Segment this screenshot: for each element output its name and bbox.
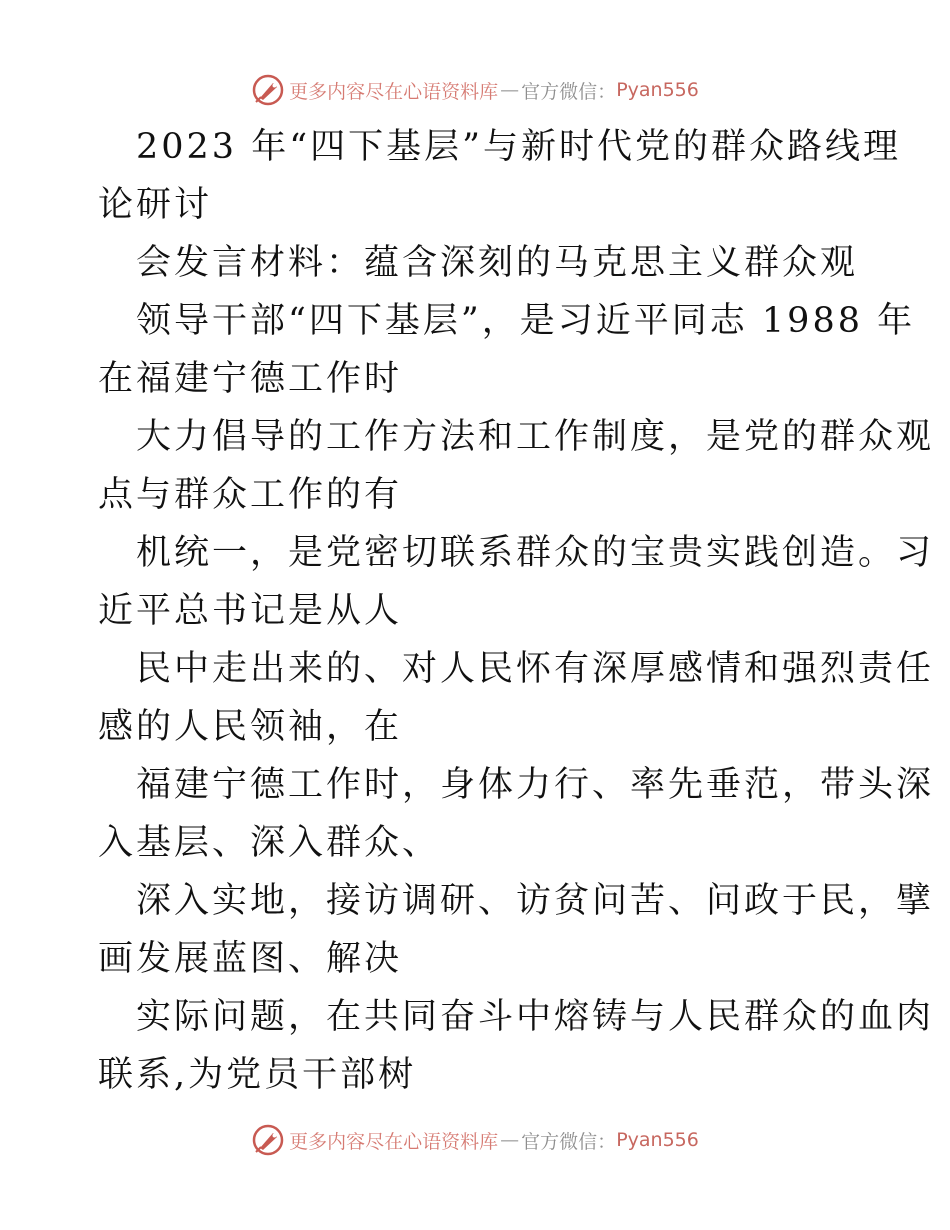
banner-separator: —: [500, 1129, 520, 1151]
document-body: [98, 118, 935, 1104]
paragraph-line: 福建宁德工作时，身体力行、率先垂范，带头深: [136, 765, 935, 805]
paragraph-line: 感的人民领袖，在: [98, 707, 403, 747]
pen-nib-logo-icon: [251, 1123, 285, 1157]
paragraph-line: 机统一，是党密切联系群众的宝贵实践创造。习: [136, 533, 935, 573]
paragraph-line: 入基层、深入群众、: [98, 823, 441, 863]
banner-wechat-id: Pyan556: [616, 79, 699, 101]
paragraph-line: 联系,为党员干部树: [98, 1055, 417, 1095]
paragraph-line: 近平总书记是从人: [98, 591, 403, 631]
banner-wechat-id: Pyan556: [616, 1129, 699, 1151]
paragraph-line: 点与群众工作的有: [98, 475, 403, 515]
footer-watermark-banner: [0, 1120, 950, 1160]
banner-sub-text: 官方微信：: [521, 1130, 617, 1153]
paragraph-line: 民中走出来的、对人民怀有深厚感情和强烈责任: [136, 649, 935, 689]
pen-nib-logo-icon: [251, 73, 285, 107]
banner-main-text: 更多内容尽在心语资料库: [289, 1130, 499, 1153]
banner-separator: —: [500, 79, 520, 101]
banner-sub-text: 官方微信：: [521, 80, 617, 103]
title-line-1: 2023 年“四下基层”与新时代党的群众路线理: [136, 127, 901, 167]
paragraph-line: 大力倡导的工作方法和工作制度，是党的群众观: [136, 417, 935, 457]
header-watermark-banner: [0, 70, 950, 110]
paragraph-line: 深入实地，接访调研、访贫问苦、问政于民，擘: [136, 881, 935, 921]
title-line-2: 论研讨: [98, 185, 213, 225]
paragraph-line: 画发展蓝图、解决: [98, 939, 403, 979]
paragraph-line: 在福建宁德工作时: [98, 359, 403, 399]
paragraph-line: 领导干部“四下基层”，是习近平同志 1988 年: [136, 301, 916, 341]
banner-main-text: 更多内容尽在心语资料库: [289, 80, 499, 103]
title-line-3: 会发言材料：蕴含深刻的马克思主义群众观: [136, 243, 859, 283]
paragraph-line: 实际问题，在共同奋斗中熔铸与人民群众的血肉: [136, 997, 935, 1037]
